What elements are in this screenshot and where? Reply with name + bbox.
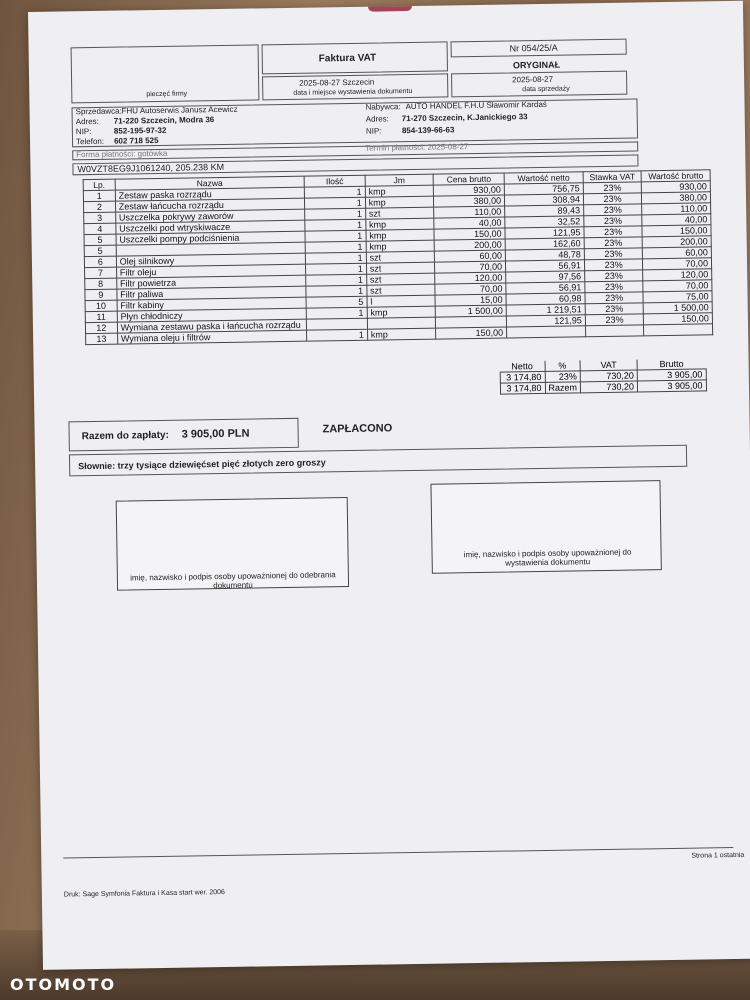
sale-date-box xyxy=(451,71,627,98)
summary-total-label: Razem xyxy=(545,382,581,394)
vehicle-line: W0VZT8EG9J1061240, 205.238 KM xyxy=(77,161,225,175)
buyer-label: Nabywca: xyxy=(365,102,401,112)
original-label: ORYGINAŁ xyxy=(512,59,561,71)
row-price: 150,00 xyxy=(434,228,505,240)
issuer-signature-caption: imię, nazwisko i podpis osoby upoważnionej do wystawienia dokumentu xyxy=(463,547,632,568)
row-jm: kmp xyxy=(366,218,435,230)
row-lp: 4 xyxy=(84,223,116,234)
row-net: 1 219,51 xyxy=(506,304,585,316)
row-name: Wymiana oleju i filtrów xyxy=(117,330,307,344)
row-gross: 120,00 xyxy=(643,269,712,281)
col-vat: Stawka VAT xyxy=(583,171,642,183)
row-gross: 380,00 xyxy=(642,192,711,204)
row-net: 56,91 xyxy=(506,260,585,272)
row-gross: 150,00 xyxy=(644,313,713,325)
seller-nip-label: NIP: xyxy=(75,127,92,137)
seller-name: FHU Autoserwis Janusz Acewicz xyxy=(121,104,238,116)
row-jm: kmp xyxy=(365,185,434,197)
row-jm: kmp xyxy=(367,328,436,340)
row-net: 756,75 xyxy=(504,183,583,195)
row-net: 48,78 xyxy=(505,249,584,261)
issue-date-box xyxy=(262,73,448,100)
row-net: 121,95 xyxy=(505,227,584,239)
summary-head-gross: Brutto xyxy=(637,358,706,370)
summary-gross: 3 905,00 xyxy=(637,369,706,381)
paid-label: ZAPŁACONO xyxy=(322,422,393,436)
row-gross: 930,00 xyxy=(642,181,711,193)
col-gross: Wartość brutto xyxy=(641,170,710,182)
row-lp: 9 xyxy=(85,289,117,300)
row-name: Uszczelka pokrywy zaworów xyxy=(115,209,305,223)
sale-date: 2025-08-27 xyxy=(512,74,554,85)
row-vat: 23% xyxy=(585,270,644,282)
row-vat: 23% xyxy=(584,226,643,238)
footer-line xyxy=(63,847,733,859)
row-name: Zestaw paska rozrządu xyxy=(115,187,305,201)
row-net: 162,60 xyxy=(505,238,584,250)
to-pay-box xyxy=(68,418,298,452)
row-qty: 1 xyxy=(305,241,366,253)
invoice-number: Nr 054/25/A xyxy=(509,42,558,54)
row-jm: szt xyxy=(366,262,435,274)
row-name: Filtr powietrza xyxy=(116,275,306,289)
row-gross: 70,00 xyxy=(643,280,712,292)
stamp-caption: pieczęć firmy xyxy=(146,90,188,99)
row-qty: 1 xyxy=(305,186,366,198)
row-name: Płyn chłodniczy xyxy=(117,308,307,322)
row-jm: kmp xyxy=(366,229,435,241)
row-name: Zestaw łańcucha rozrządu xyxy=(115,198,305,212)
row-vat: 23% xyxy=(584,215,643,227)
row-lp: 13 xyxy=(86,333,118,344)
row-price: 200,00 xyxy=(434,239,505,251)
row-qty: 1 xyxy=(306,307,367,319)
row-gross: 70,00 xyxy=(643,258,712,270)
payment-form: Forma płatności: gotówka xyxy=(76,148,168,160)
page-indicator: Strona 1 ostatnia xyxy=(691,851,745,860)
summary-head-vat: VAT xyxy=(580,359,637,370)
to-pay-value: 3 905,00 PLN xyxy=(181,427,250,441)
issue-caption: data i miejsce wystawienia dokumentu xyxy=(293,87,413,97)
row-jm: szt xyxy=(366,273,435,285)
number-box xyxy=(451,39,627,58)
summary-total-gross: 3 905,00 xyxy=(637,380,706,392)
row-net xyxy=(507,326,586,338)
row-lp: 11 xyxy=(85,311,117,322)
row-lp: 3 xyxy=(84,212,116,223)
software-credit: Druk: Sage Symfonia Faktura i Kasa start wer. 2006 xyxy=(63,889,225,899)
row-qty: 1 xyxy=(305,219,366,231)
row-name: Uszczelki pod wtryskiwacze xyxy=(116,220,306,234)
seller-phone-label: Telefon: xyxy=(75,136,105,147)
row-vat: 23% xyxy=(585,314,644,326)
seller-nip: 852-195-97-32 xyxy=(113,125,167,136)
col-price: Cena brutto xyxy=(433,173,504,185)
row-vat: 23% xyxy=(583,182,642,194)
buyer-nip-label: NIP: xyxy=(365,126,382,136)
buyer-address-label: Adres: xyxy=(365,114,389,124)
row-price: 120,00 xyxy=(435,272,506,284)
row-lp: 5 xyxy=(84,234,116,245)
receiver-signature-box xyxy=(116,497,349,591)
row-lp: 10 xyxy=(85,300,117,311)
row-gross: 1 500,00 xyxy=(643,302,712,314)
row-net: 56,91 xyxy=(506,282,585,294)
row-name: Filtr oleju xyxy=(116,264,306,278)
items-table xyxy=(83,169,714,345)
row-price: 15,00 xyxy=(435,294,506,306)
row-price: 930,00 xyxy=(434,184,505,196)
row-qty: 1 xyxy=(305,230,366,242)
row-lp: 6 xyxy=(84,256,116,267)
to-pay-label: Razem do zapłaty: xyxy=(81,429,170,443)
row-lp: 5 xyxy=(84,245,116,256)
row-price: 60,00 xyxy=(435,250,506,262)
row-jm: kmp xyxy=(365,196,434,208)
summary-total-vat: 730,20 xyxy=(580,381,637,393)
row-lp: 8 xyxy=(85,278,117,289)
summary-total-net: 3 174,80 xyxy=(500,382,545,394)
row-vat: 23% xyxy=(584,204,643,216)
row-gross: 110,00 xyxy=(642,203,711,215)
row-jm: l xyxy=(367,295,436,307)
buyer-nip: 854-139-66-63 xyxy=(401,125,455,136)
row-price: 380,00 xyxy=(434,195,505,207)
summary-net: 3 174,80 xyxy=(500,371,545,383)
row-lp: 12 xyxy=(85,322,117,333)
otomoto-watermark: OTOMOTO xyxy=(10,975,117,994)
row-qty: 1 xyxy=(305,208,366,220)
summary-vat: 730,20 xyxy=(580,370,637,382)
row-lp: 2 xyxy=(83,201,115,212)
seller-phone: 602 718 525 xyxy=(113,135,159,146)
paper-top-strip xyxy=(368,6,412,12)
row-qty: 1 xyxy=(306,263,367,275)
row-vat: 23% xyxy=(585,303,644,315)
row-vat: 23% xyxy=(583,193,642,205)
row-price: 150,00 xyxy=(436,327,507,339)
buyer-name: AUTO HANDEL F.H.U Sławomir Kardaś xyxy=(405,99,547,112)
company-stamp-box xyxy=(71,44,260,103)
buyer-address: 71-270 Szczecin, K.Janickiego 33 xyxy=(401,112,528,124)
col-net: Wartość netto xyxy=(504,172,583,184)
row-net: 97,56 xyxy=(506,271,585,283)
seller-address: 71-220 Szczecin, Modra 36 xyxy=(113,115,215,126)
row-vat xyxy=(585,325,644,337)
row-name: Olej silnikowy xyxy=(116,253,306,267)
row-jm: kmp xyxy=(367,306,436,318)
row-price: 1 500,00 xyxy=(436,305,507,317)
row-price: 70,00 xyxy=(435,261,506,273)
row-net: 308,94 xyxy=(504,194,583,206)
row-qty: 1 xyxy=(306,274,367,286)
row-price: 70,00 xyxy=(435,283,506,295)
row-gross: 200,00 xyxy=(642,236,711,248)
row-net: 32,52 xyxy=(505,216,584,228)
row-qty: 1 xyxy=(306,252,367,264)
row-name: Filtr paliwa xyxy=(117,286,307,300)
row-gross: 40,00 xyxy=(642,214,711,226)
row-jm: szt xyxy=(366,251,435,263)
row-vat: 23% xyxy=(584,259,643,271)
row-vat: 23% xyxy=(584,248,643,260)
invoice-paper xyxy=(28,1,750,970)
row-gross xyxy=(644,324,713,336)
row-vat: 23% xyxy=(585,292,644,304)
summary-head-pct: % xyxy=(545,360,581,371)
row-qty: 1 xyxy=(307,329,368,341)
row-qty: 1 xyxy=(306,285,367,297)
row-jm: kmp xyxy=(366,240,435,252)
row-name: Wymiana zestawu paska i łańcucha rozrządu xyxy=(117,319,307,333)
payment-due: Termin płatności: 2025-08-27 xyxy=(365,142,469,153)
row-qty: 5 xyxy=(306,296,367,308)
col-name: Nazwa xyxy=(115,176,305,190)
invoice-title: Faktura VAT xyxy=(318,52,377,65)
row-gross: 60,00 xyxy=(643,247,712,259)
row-vat: 23% xyxy=(585,281,644,293)
seller-address-label: Adres: xyxy=(75,116,99,127)
row-lp: 1 xyxy=(83,190,115,201)
summary-pct: 23% xyxy=(545,371,581,383)
issuer-signature-box xyxy=(430,480,661,574)
row-net: 89,43 xyxy=(505,205,584,217)
issue-place-date: 2025-08-27 Szczecin xyxy=(299,77,375,88)
summary-head-net: Netto xyxy=(500,361,545,372)
amount-in-words: Słownie: trzy tysiące dziewięćset pięć złotych zero groszy xyxy=(78,457,326,472)
sale-caption: data sprzedaży xyxy=(522,85,570,94)
row-vat: 23% xyxy=(584,237,643,249)
row-lp: 7 xyxy=(85,267,117,278)
row-jm: szt xyxy=(365,207,434,219)
row-net: 60,98 xyxy=(506,293,585,305)
row-gross: 150,00 xyxy=(642,225,711,237)
vat-summary-table xyxy=(500,358,707,394)
row-jm: szt xyxy=(367,284,436,296)
col-lp: Lp. xyxy=(83,179,115,190)
row-net: 121,95 xyxy=(506,315,585,327)
title-box xyxy=(262,41,448,74)
seller-label: Sprzedawca: xyxy=(75,106,122,117)
col-qty: Ilość xyxy=(304,175,365,187)
row-name: Uszczelki pompy podciśnienia xyxy=(116,231,306,245)
col-jm: Jm xyxy=(365,174,434,186)
row-qty: 1 xyxy=(305,197,366,209)
receiver-signature-caption: imię, nazwisko i podpis osoby upoważnionej do odebrania dokumentu xyxy=(130,570,336,591)
row-price: 40,00 xyxy=(434,217,505,229)
row-name: Filtr kabiny xyxy=(117,297,307,311)
row-gross: 75,00 xyxy=(643,291,712,303)
row-price: 110,00 xyxy=(434,206,505,218)
